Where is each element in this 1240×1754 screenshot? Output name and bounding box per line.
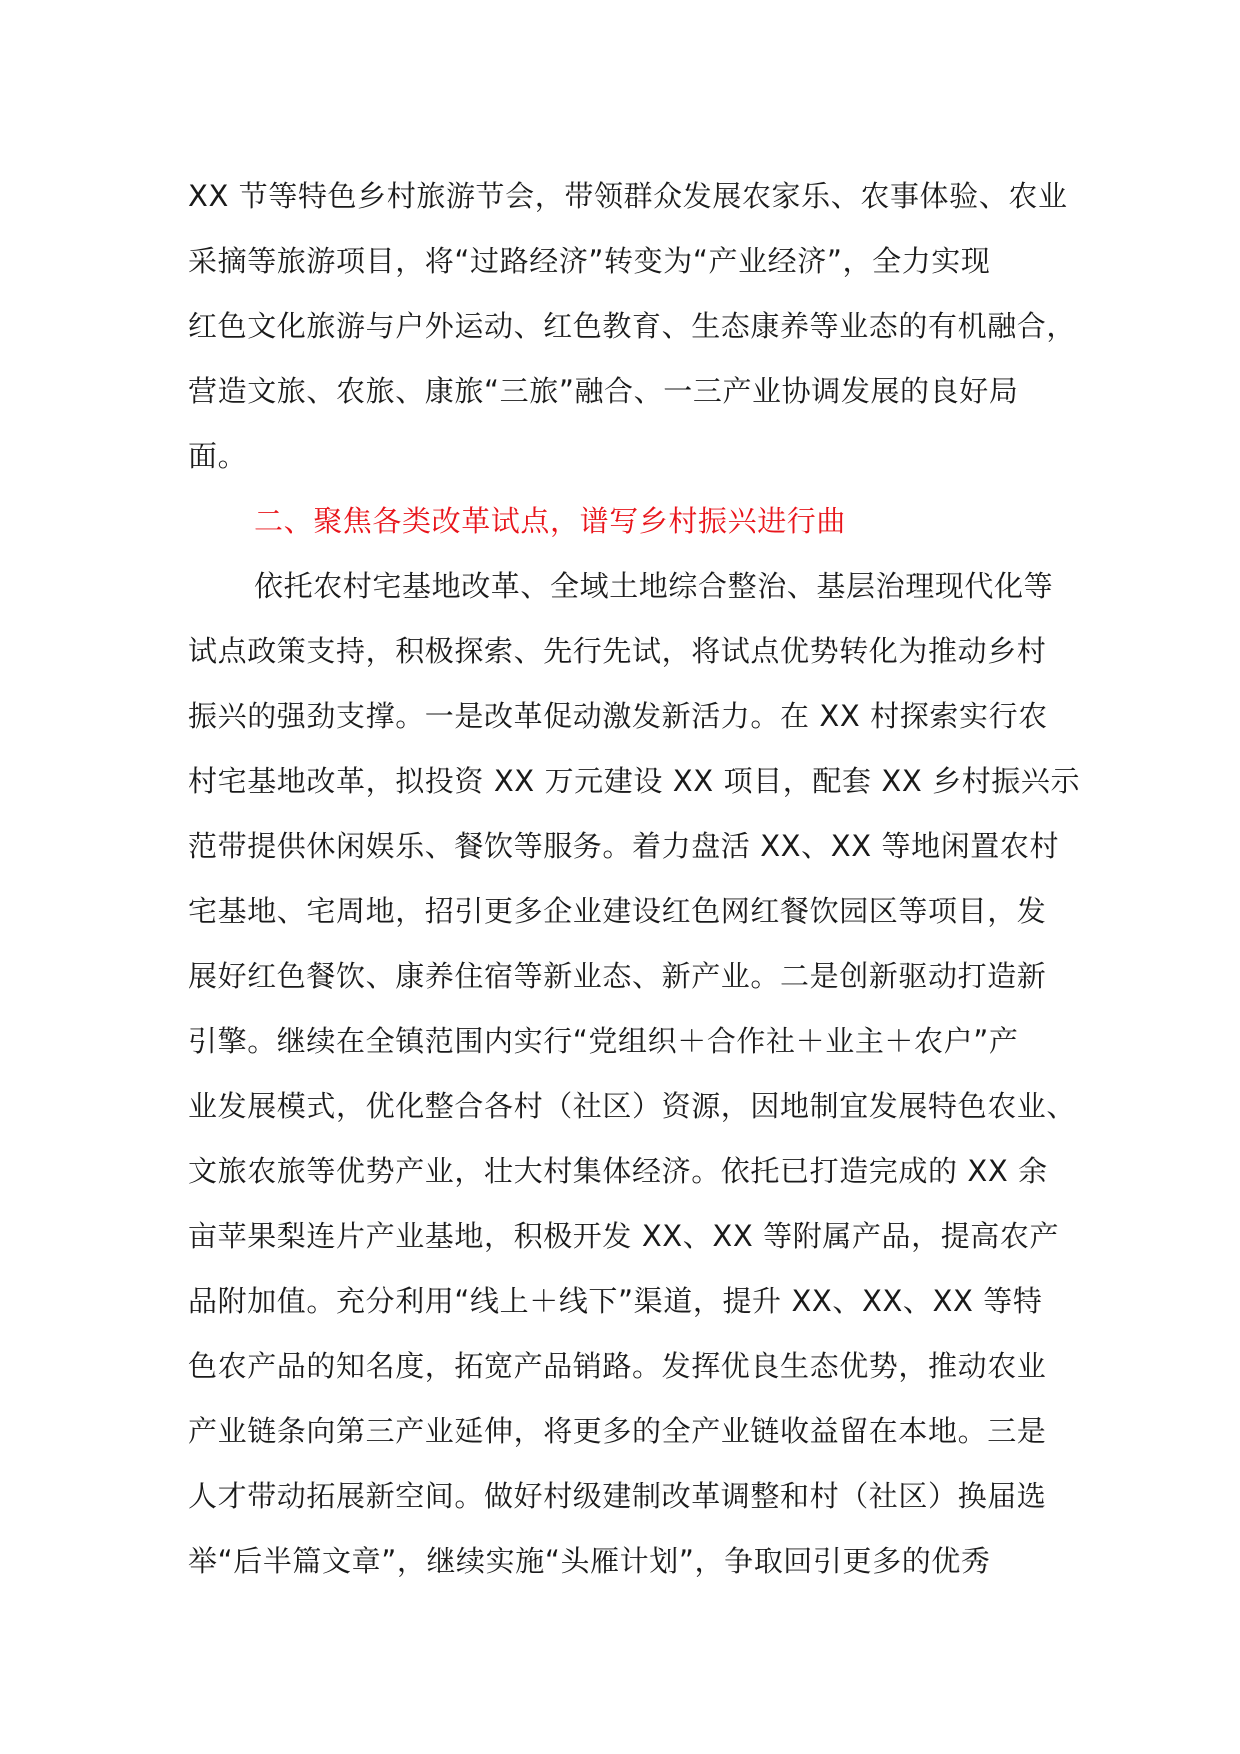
paragraph-continuation (188, 164, 1077, 489)
text-line: 展好红色餐饮、康养住宿等新业态、新产业。二是创新驱动打造新 (188, 959, 1047, 993)
text-line: 村宅基地改革，拟投资 XX 万元建设 XX 项目，配套 XX 乡村振兴示 (188, 764, 1081, 798)
text-line: 产业链条向第三产业延伸，将更多的全产业链收益留在本地。三是 (188, 1414, 1047, 1448)
section-heading: 二、聚焦各类改革试点，谱写乡村振兴进行曲 (254, 504, 847, 538)
text-line: 面。 (188, 439, 248, 473)
section-paragraph (188, 554, 1081, 1594)
text-line: XX 节等特色乡村旅游节会，带领群众发展农家乐、农事体验、农业 (188, 179, 1068, 213)
text-line: 红色文化旅游与户外运动、红色教育、生态康养等业态的有机融合， (188, 309, 1077, 343)
text-line: 亩苹果梨连片产业基地，积极开发 XX、XX 等附属产品，提高农产 (188, 1219, 1060, 1253)
text-line: 文旅农旅等优势产业，壮大村集体经济。依托已打造完成的 XX 余 (188, 1154, 1048, 1188)
text-line: 品附加值。充分利用“线上＋线下”渠道，提升 XX、XX、XX 等特 (188, 1284, 1043, 1318)
text-line: 举“后半篇文章”，继续实施“头雁计划”，争取回引更多的优秀 (188, 1544, 991, 1578)
text-line: 依托农村宅基地改革、全域土地综合整治、基层治理现代化等 (254, 569, 1054, 603)
text-line: 业发展模式，优化整合各村（社区）资源，因地制宜发展特色农业、 (188, 1089, 1077, 1123)
text-line: 人才带动拓展新空间。做好村级建制改革调整和村（社区）换届选 (188, 1479, 1047, 1513)
text-line: 振兴的强劲支撑。一是改革促动激发新活力。在 XX 村探索实行农 (188, 699, 1048, 733)
text-line: 范带提供休闲娱乐、餐饮等服务。着力盘活 XX、XX 等地闲置农村 (188, 829, 1060, 863)
text-line: 宅基地、宅周地，招引更多企业建设红色网红餐饮园区等项目，发 (188, 894, 1047, 928)
document-body (188, 164, 1081, 1594)
text-line: 营造文旅、农旅、康旅“三旅”融合、一三产业协调发展的良好局 (188, 374, 1019, 408)
text-line: 引擎。继续在全镇范围内实行“党组织＋合作社＋业主＋农户”产 (188, 1024, 1019, 1058)
text-line: 色农产品的知名度，拓宽产品销路。发挥优良生态优势，推动农业 (188, 1349, 1047, 1383)
text-line: 试点政策支持，积极探索、先行先试，将试点优势转化为推动乡村 (188, 634, 1047, 668)
text-line: 采摘等旅游项目，将“过路经济”转变为“产业经济”，全力实现 (188, 244, 991, 278)
